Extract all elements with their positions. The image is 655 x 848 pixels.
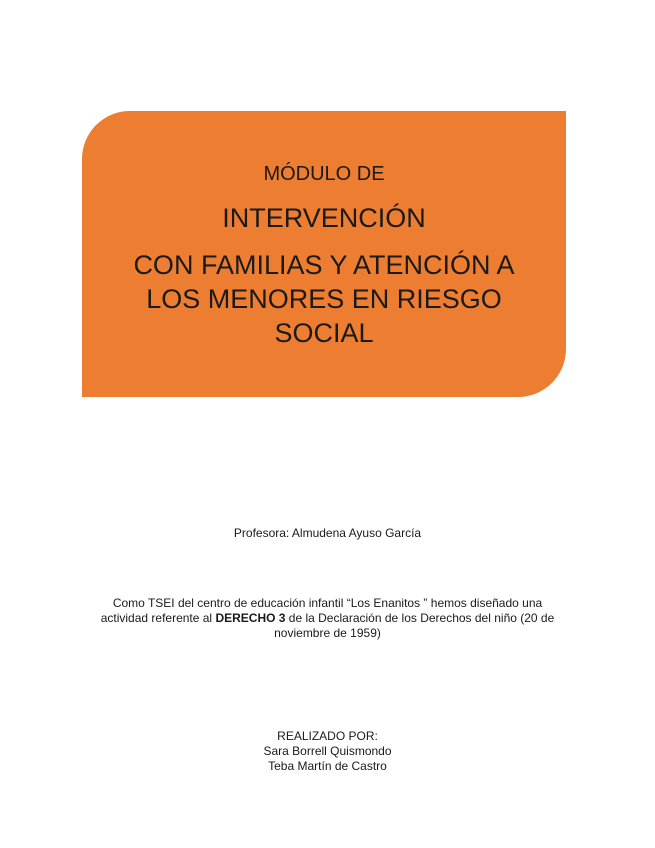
authors-heading: REALIZADO POR: <box>277 729 378 743</box>
description-text-after: de la Declaración de los Derechos del niño (20 de noviembre de 1959) <box>274 611 555 640</box>
activity-description <box>90 596 565 641</box>
title-line-3: LOS MENORES EN RIESGO <box>146 284 502 314</box>
author-name: Teba Martín de Castro <box>268 759 387 773</box>
module-label: MÓDULO DE <box>263 163 385 185</box>
title-banner <box>82 111 566 397</box>
author-name: Sara Borrell Quismondo <box>263 744 392 758</box>
title-line-4: SOCIAL <box>274 318 374 348</box>
teacher-name: Profesora: Almudena Ayuso García <box>233 526 422 540</box>
title-line-2: CON FAMILIAS Y ATENCIÓN A <box>133 250 515 280</box>
description-text-before: Como TSEI del centro de educación infantil “Los Enanitos ” hemos diseñado una actividad referente al <box>100 596 543 625</box>
description-bold-right: DERECHO 3 <box>215 611 286 625</box>
title-line-1: INTERVENCIÓN <box>222 203 426 233</box>
